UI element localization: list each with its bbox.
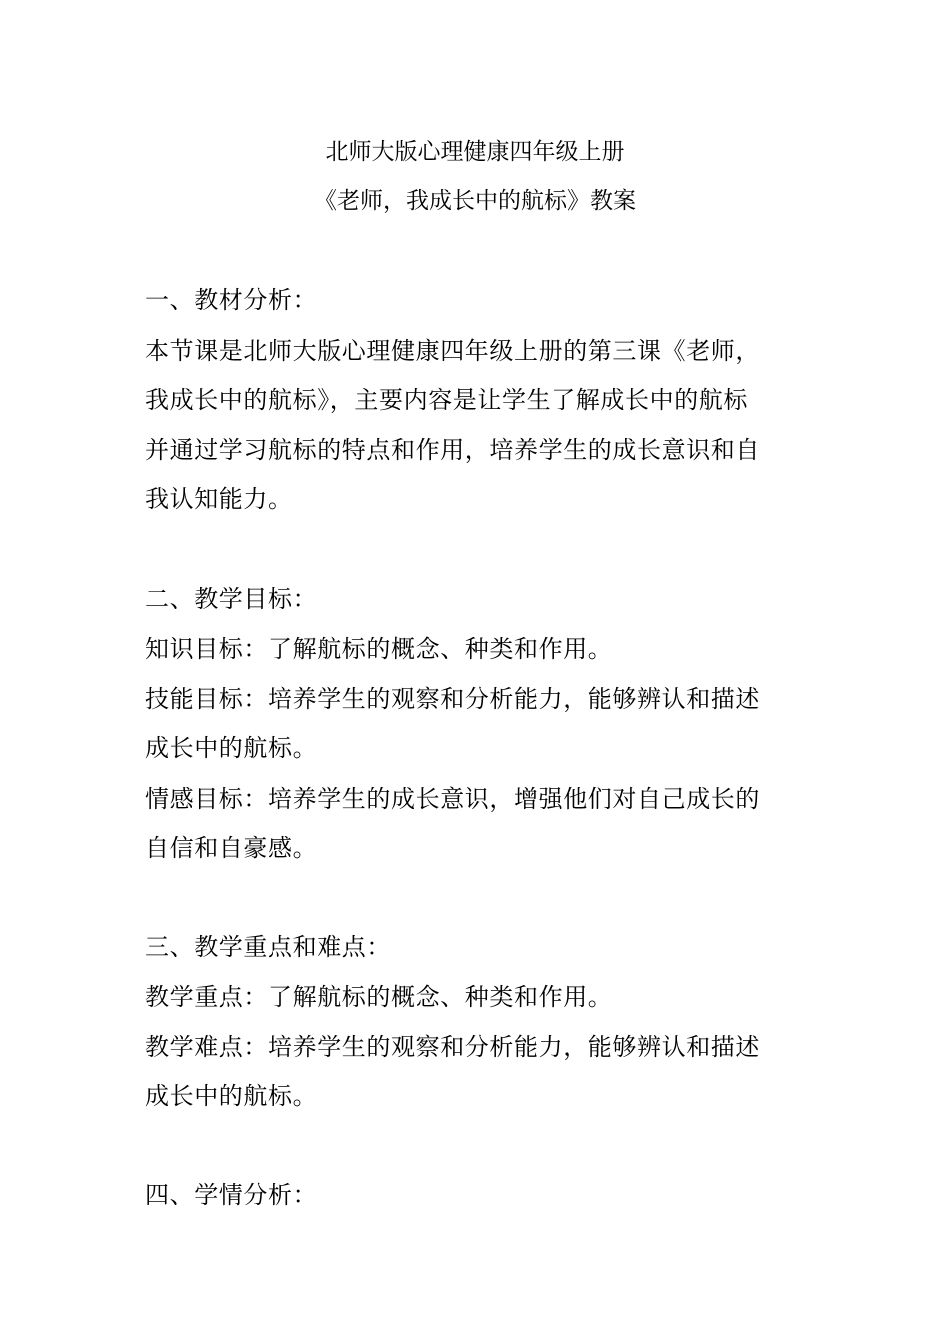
section-4-heading: 四、学情分析： (145, 1181, 318, 1209)
section-2-heading: 二、教学目标： (145, 585, 318, 613)
section-1-paragraph-line: 我成长中的航标》，主要内容是让学生了解成长中的航标 (145, 386, 748, 414)
knowledge-objective: 知识目标：了解航标的概念、种类和作用。 (145, 635, 613, 663)
section-1-paragraph-line: 并通过学习航标的特点和作用，培养学生的成长意识和自 (145, 436, 760, 464)
emotion-objective-line: 自信和自豪感。 (145, 834, 318, 862)
teaching-difficulty-line: 教学难点：培养学生的观察和分析能力，能够辨认和描述 (145, 1033, 760, 1061)
document-title-line-2: 《老师，我成长中的航标》教案 (314, 188, 636, 214)
skill-objective-line: 成长中的航标。 (145, 734, 318, 762)
section-1-paragraph-line: 本节课是北师大版心理健康四年级上册的第三课《老师， (145, 337, 760, 365)
section-1-heading: 一、教材分析： (145, 286, 318, 314)
skill-objective-line: 技能目标：培养学生的观察和分析能力，能够辨认和描述 (145, 685, 760, 713)
teaching-difficulty-line: 成长中的航标。 (145, 1082, 318, 1110)
section-1-paragraph-line: 我认知能力。 (145, 485, 293, 513)
document-title-line-1: 北师大版心理健康四年级上册 (325, 139, 625, 165)
teaching-key-point: 教学重点：了解航标的概念、种类和作用。 (145, 983, 613, 1011)
emotion-objective-line: 情感目标：培养学生的成长意识，增强他们对自己成长的 (145, 785, 760, 813)
section-3-heading: 三、教学重点和难点： (145, 933, 391, 961)
